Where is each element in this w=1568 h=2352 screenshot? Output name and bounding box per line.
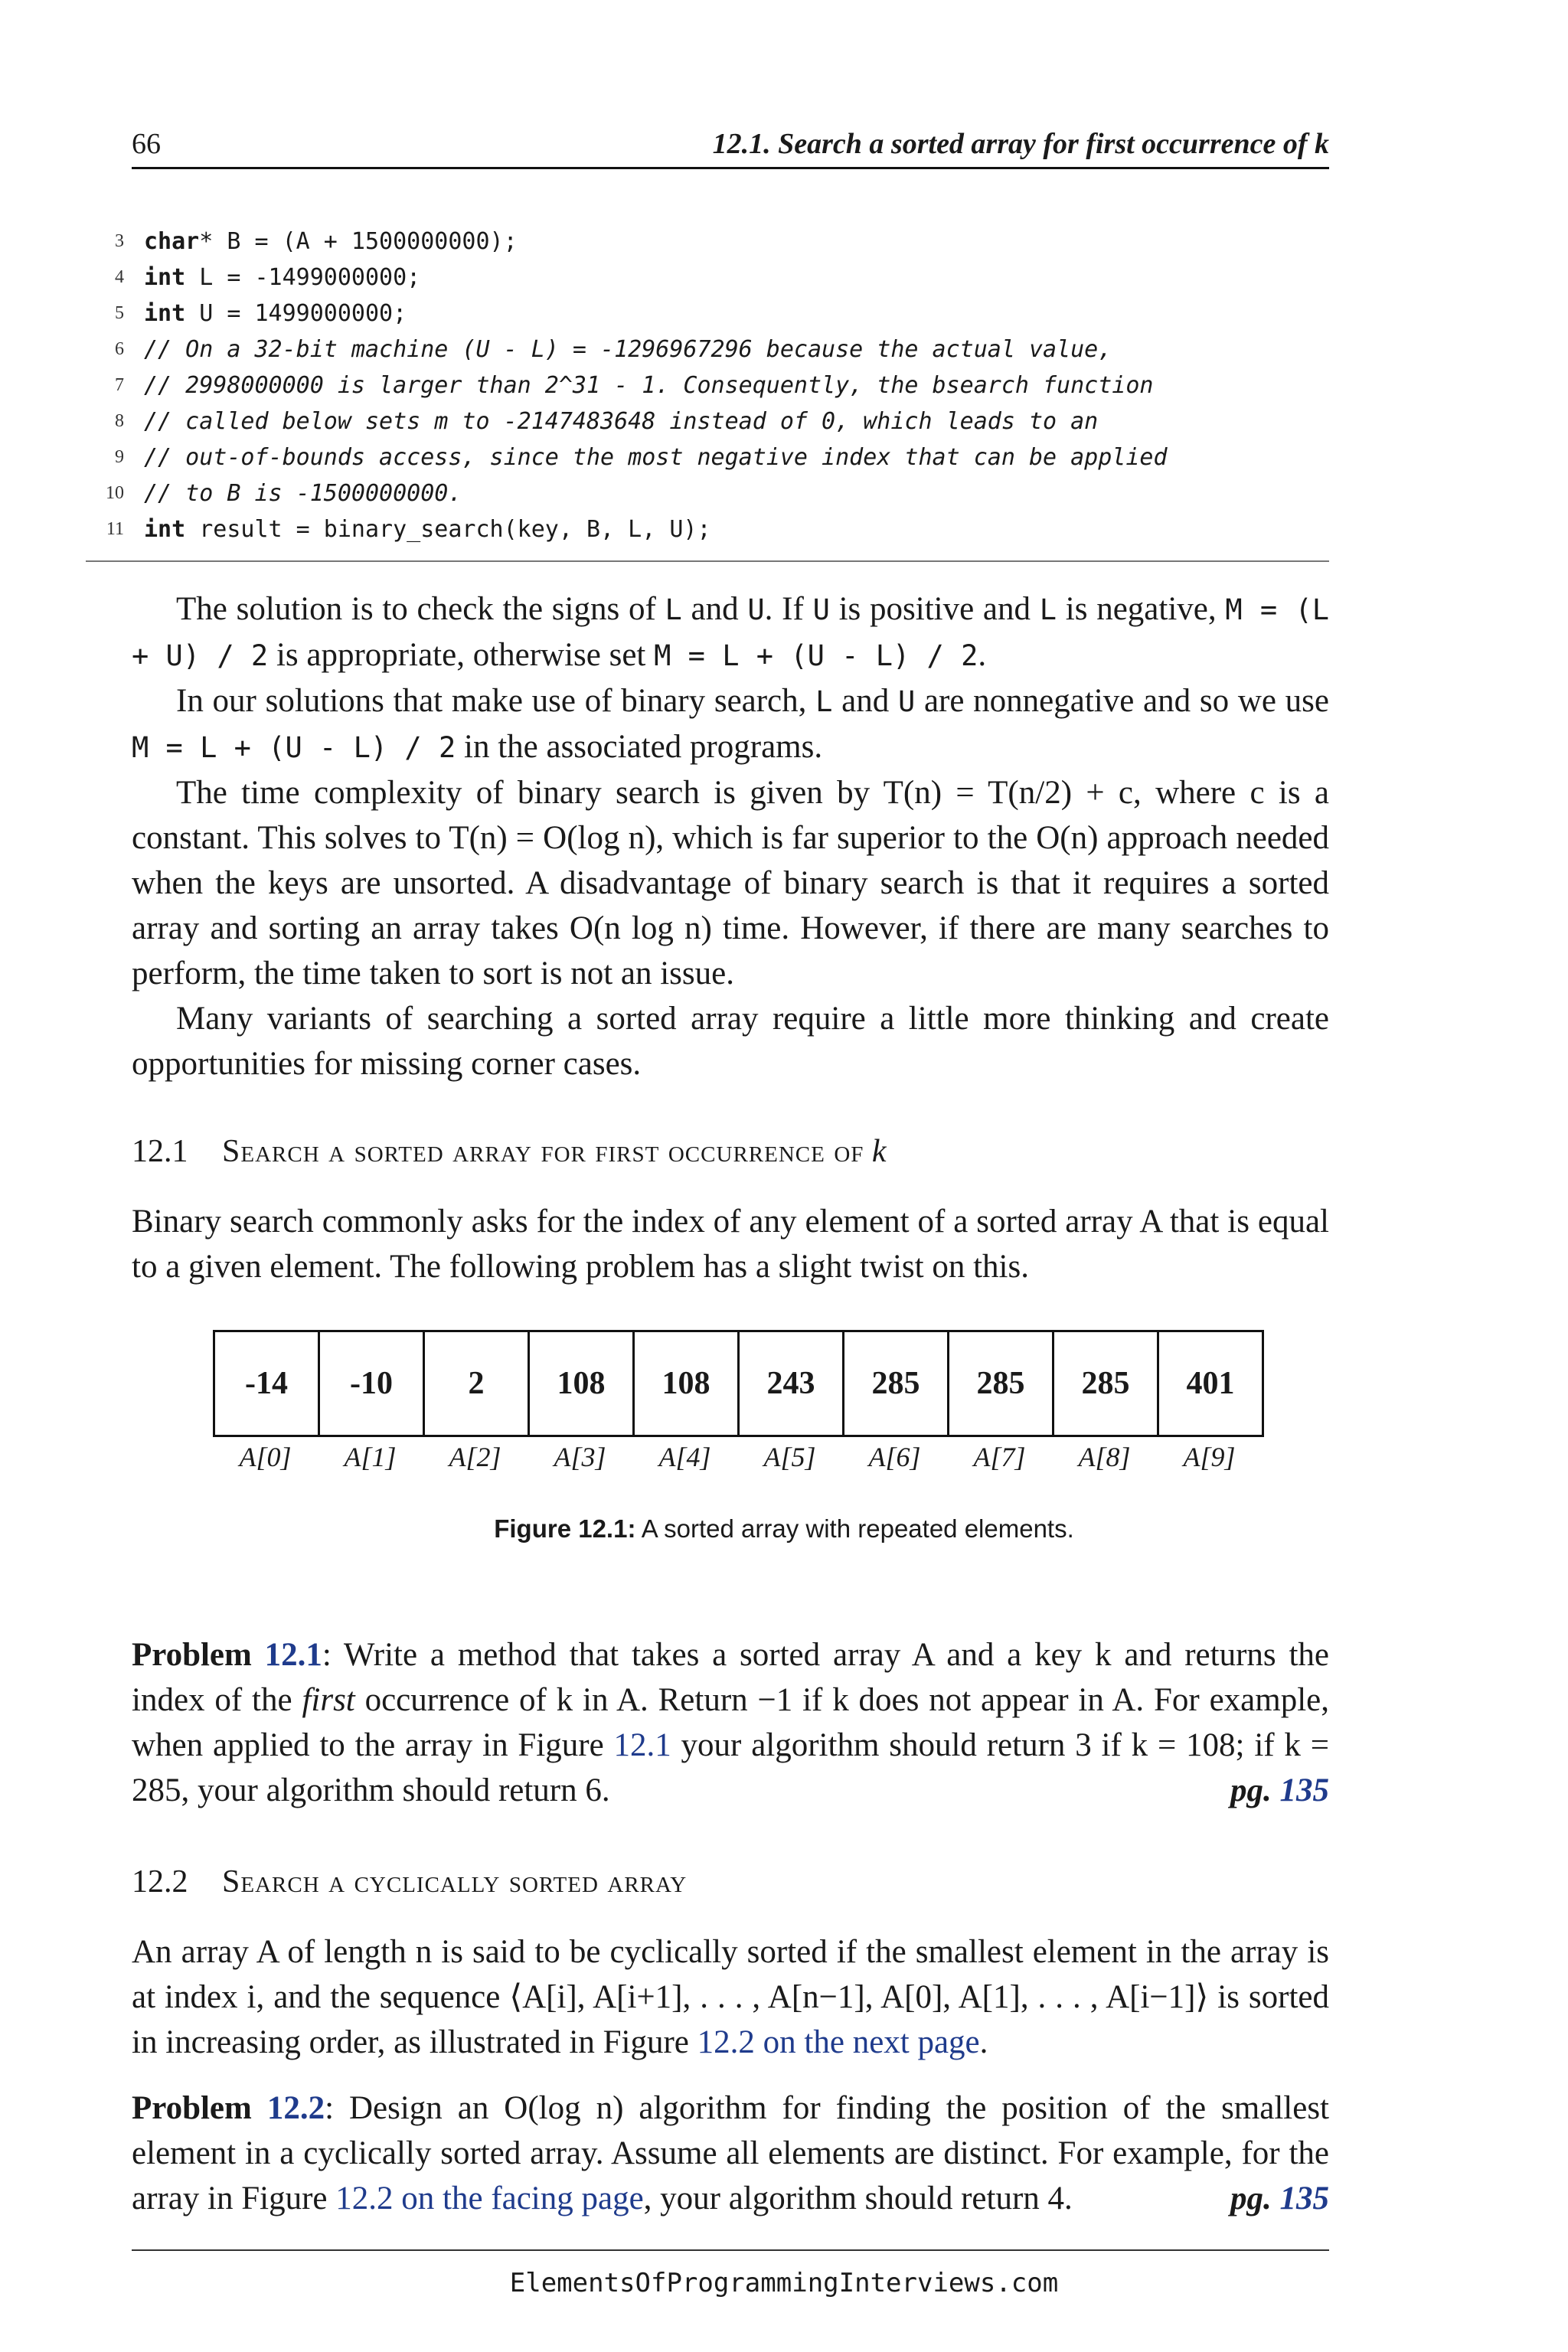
array-cell: 108 xyxy=(530,1332,635,1435)
figure-caption xyxy=(0,1514,1568,1544)
page-ref[interactable]: pg. 135 xyxy=(1230,1772,1329,1808)
section-heading xyxy=(132,1133,887,1170)
paragraph: In our solutions that make use of binary search, L and U are nonnegative and so we use M = L + (U - L) / 2 in the associated programs. xyxy=(132,683,1330,765)
paragraph: An array A of length n is said to be cyclically sorted if the smallest element in the array is at index i, and the sequence ⟨A[i], A[i+1], . . . , A[n−1], A[0], A[1], . . . , A[i−1]⟩ is sorted in increasing order, as illustrated in Figure 12.2 on the next page. xyxy=(132,1934,1329,2060)
paragraph: Problem 12.1: Write a method that takes a sorted array A and a key k and returns the index of the first occurrence of k in A. Return −1 if k does not appear in A. For example, when applied to the array in Figure 12.1 your algorithm should return 3 if k = 108; if k = 285, your algorithm should return 6. pg. 135 xyxy=(132,1632,1329,1813)
code-line xyxy=(86,332,1329,368)
line-number: 3 xyxy=(115,231,124,251)
code-keyword: int xyxy=(144,300,186,327)
footer-url[interactable]: ElementsOfProgrammingInterviews.com xyxy=(509,2268,1059,2298)
footer-rule xyxy=(132,2249,1329,2251)
problem-statement xyxy=(132,2086,1329,2221)
code-line xyxy=(86,224,1329,260)
line-number: 4 xyxy=(115,267,124,287)
problem-label: Problem xyxy=(132,2090,267,2126)
paragraph: Many variants of searching a sorted array require a little more thinking and create opportunities for missing corner cases. xyxy=(132,1001,1329,1082)
array-cell: 285 xyxy=(949,1332,1054,1435)
array-cell: -14 xyxy=(215,1332,320,1435)
figure-ref-link[interactable]: 12.1 xyxy=(613,1727,671,1763)
code-comment: // to B is -1500000000. xyxy=(144,480,462,507)
running-title: 12.1. Search a sorted array for first occurrence of k xyxy=(712,128,1329,160)
index-label: A[0] xyxy=(239,1442,292,1472)
code-text: L = -1499000000; xyxy=(185,264,421,291)
line-number: 10 xyxy=(106,483,124,503)
array-cell: 108 xyxy=(635,1332,740,1435)
index-label: A[1] xyxy=(344,1442,397,1472)
caption-text: A sorted array with repeated elements. xyxy=(635,1514,1074,1543)
code-keyword: int xyxy=(144,516,186,543)
code-text: result = binary_search(key, B, L, U); xyxy=(185,516,711,543)
paragraph: The time complexity of binary search is given by T(n) = T(n/2) + c, where c is a constant. This solves to T(n) = O(log n), which is far superior to the O(n) approach needed when the keys are unsorted. A disadvantage of binary search is that it requires a sorted array and sorting an array takes O(n log n) time. However, if there are many searches to perform, the time taken to sort is not an issue. xyxy=(132,775,1329,991)
problem-statement xyxy=(132,1632,1329,1813)
index-label: A[6] xyxy=(868,1442,921,1472)
caption-label: Figure 12.1: xyxy=(494,1514,636,1543)
code-comment: // 2998000000 is larger than 2^31 - 1. Consequently, the bsearch function xyxy=(144,372,1154,399)
section-heading xyxy=(132,1864,687,1900)
section-title: Search a sorted array for first occurrence of xyxy=(222,1134,864,1169)
body-text-block xyxy=(132,1199,1329,1289)
array-cell: 243 xyxy=(740,1332,844,1435)
page-header xyxy=(132,126,1329,169)
array-cell: -10 xyxy=(320,1332,425,1435)
index-label: A[5] xyxy=(763,1442,816,1472)
line-number: 9 xyxy=(115,447,124,467)
array-figure xyxy=(213,1330,1264,1437)
line-number: 7 xyxy=(115,375,124,395)
problem-ref-link[interactable]: 12.1 xyxy=(264,1637,322,1673)
code-comment: // out-of-bounds access, since the most negative index that can be applied xyxy=(144,444,1168,471)
line-number: 6 xyxy=(115,339,124,359)
paragraph: Problem 12.2: Design an O(log n) algorithm for finding the position of the smallest element in a cyclically sorted array. Assume all elements are distinct. For example, for the array in Figure 12.2 on the facing page, your algorithm should return 4. pg. 135 xyxy=(132,2086,1329,2221)
section-title-var: k xyxy=(871,1134,887,1169)
index-label: A[9] xyxy=(1183,1442,1236,1472)
line-number: 8 xyxy=(115,411,124,431)
page-ref[interactable]: pg. 135 xyxy=(1230,2180,1329,2216)
section-number: 12.1 xyxy=(132,1134,188,1169)
code-line xyxy=(86,403,1329,439)
array-cell: 2 xyxy=(425,1332,530,1435)
code-comment: // On a 32-bit machine (U - L) = -1296967296 because the actual value, xyxy=(144,336,1112,363)
array-cell: 401 xyxy=(1186,1366,1235,1401)
code-text: U = 1499000000; xyxy=(185,300,407,327)
figure-ref-link[interactable]: 12.2 on the facing page xyxy=(335,2180,644,2216)
array-cell: 285 xyxy=(844,1332,949,1435)
line-number: 11 xyxy=(106,519,124,539)
code-line xyxy=(86,296,1329,332)
section-title: Search a cyclically sorted array xyxy=(222,1864,688,1900)
index-label: A[8] xyxy=(1078,1442,1131,1472)
code-keyword: int xyxy=(144,264,186,291)
body-text-block xyxy=(132,1929,1329,2065)
array-index-labels xyxy=(213,1441,1262,1473)
line-number: 5 xyxy=(115,303,124,323)
code-text: * B = (A + 1500000000); xyxy=(199,228,518,255)
section-number: 12.2 xyxy=(132,1864,188,1900)
problem-ref-link[interactable]: 12.2 xyxy=(266,2090,325,2126)
index-label: A[2] xyxy=(449,1442,501,1472)
problem-label: Problem xyxy=(132,1637,265,1673)
code-keyword: char xyxy=(144,228,200,255)
figure-ref-link[interactable]: 12.2 on the next page xyxy=(697,2024,980,2060)
code-line xyxy=(86,368,1329,403)
code-line xyxy=(86,260,1329,296)
index-label: A[7] xyxy=(973,1442,1026,1472)
page-number: 66 xyxy=(132,128,161,160)
index-label: A[3] xyxy=(554,1442,606,1472)
index-label: A[4] xyxy=(658,1442,711,1472)
code-line xyxy=(86,475,1329,511)
code-line xyxy=(86,511,1329,547)
code-listing xyxy=(86,224,1329,562)
code-line xyxy=(86,439,1329,475)
paragraph: The solution is to check the signs of L and U. If U is positive and L is negative, M = (L + U) / 2 is appropriate, otherwise set M = L + (U - L) / 2. xyxy=(132,591,1330,673)
paragraph: Binary search commonly asks for the index of any element of a sorted array A that is equal to a given element. The following problem has a slight twist on this. xyxy=(132,1204,1329,1285)
array-cell: 285 xyxy=(1054,1332,1159,1435)
code-comment: // called below sets m to -2147483648 instead of 0, which leads to an xyxy=(144,408,1099,435)
body-text-block xyxy=(132,586,1329,1086)
